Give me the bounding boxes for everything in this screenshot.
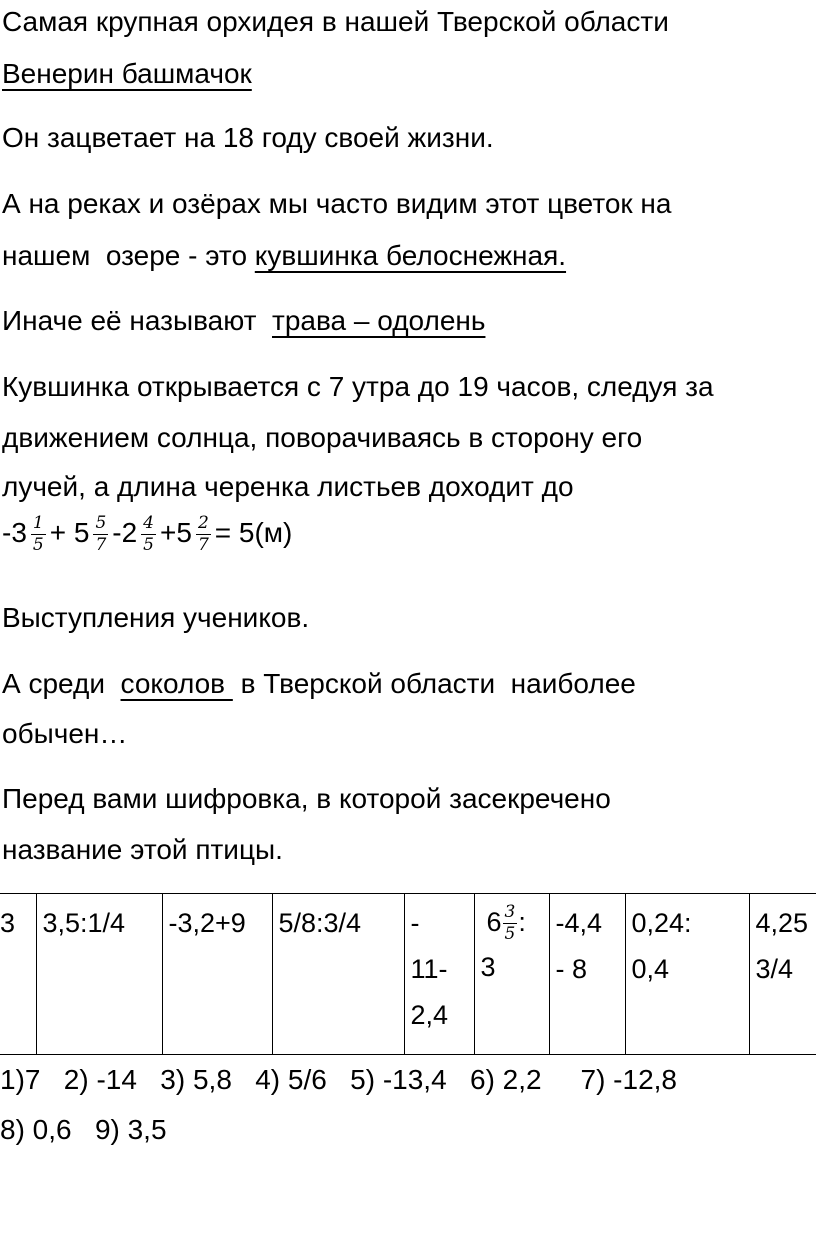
- line-venerin: Венерин башмачок: [2, 58, 252, 89]
- cipher-cell-3: [162, 894, 272, 1055]
- falcons-word: соколов: [120, 668, 233, 699]
- cipher-cell-7-line-2: - 8: [555, 954, 588, 984]
- cipher-cell-6-line-2: 3: [480, 952, 496, 982]
- eq-term-2: + 5: [49, 516, 90, 548]
- line-falcons-text-2: в Тверской области наиболее: [232, 668, 636, 699]
- eq-fraction-4-den: 7: [197, 535, 209, 555]
- cipher-cell-6-den: 5: [504, 924, 516, 945]
- cipher-cell-8: [625, 894, 749, 1055]
- answers-line-2: 8) 0,6 9) 3,5: [0, 1114, 167, 1145]
- eq-fraction-1: [31, 515, 46, 554]
- cipher-cell-4: [272, 894, 404, 1055]
- answers-line-1: 1)7 2) -14 3) 5,8 4) 5/6 5) -13,4 6) 2,2 7) -12,8: [0, 1064, 677, 1095]
- line-falcons: [2, 670, 636, 698]
- line-falcons-text-1: А среди: [2, 668, 121, 699]
- cipher-cell-6-whole: 6: [486, 907, 502, 937]
- line-rivers: А на реках и озёрах мы часто видим этот цветок на: [2, 188, 672, 219]
- equation: [2, 515, 292, 554]
- eq-fraction-4-num: 2: [197, 513, 209, 533]
- cipher-row: [0, 894, 816, 1055]
- eq-fraction-2-num: 5: [95, 513, 107, 533]
- line-other-name-text: Иначе её называют: [2, 305, 272, 336]
- eq-fraction-2: [93, 515, 108, 554]
- eq-fraction-2-den: 7: [95, 535, 107, 555]
- line-sun: движением солнца, поворачиваясь в сторону его: [2, 422, 643, 453]
- line-stem: лучей, а длина черенка листьев доходит до: [2, 471, 574, 502]
- eq-term-3: -2: [112, 516, 138, 548]
- line-cipher: Перед вами шифровка, в которой засекречено: [2, 783, 611, 814]
- eq-term-4: +5: [160, 516, 192, 548]
- water-lily-name: кувшинка белоснежная.: [254, 240, 567, 271]
- odolen-name: трава – одолень: [272, 305, 486, 336]
- eq-term-1: -3: [2, 516, 27, 548]
- line-lake: [2, 242, 566, 270]
- line-other-name: [2, 307, 485, 335]
- line-lake-text: нашем озере - это: [2, 240, 255, 271]
- cipher-cell-8-line-1: 0,24:: [631, 908, 692, 938]
- line-opens: Кувшинка открывается с 7 утра до 19 часов, следуя за: [2, 371, 714, 402]
- cipher-cell-7: [549, 894, 625, 1055]
- cipher-cell-6-fraction: [503, 904, 518, 943]
- eq-fraction-3-num: 4: [143, 513, 154, 533]
- cipher-cell-4-text: 5/8:3/4: [278, 908, 362, 938]
- eq-fraction-1-num: 1: [32, 513, 44, 533]
- cipher-cell-6-num: 3: [504, 902, 516, 923]
- cipher-cell-5-line-1: -: [410, 908, 420, 938]
- cipher-cell-9-line-2: 3/4: [755, 954, 794, 984]
- line-blooms: Он зацветает на 18 году своей жизни.: [2, 122, 494, 153]
- line-common: обычен…: [2, 718, 128, 749]
- cipher-cell-7-line-1: -4,4: [555, 908, 603, 938]
- eq-fraction-3-den: 5: [143, 535, 154, 555]
- cipher-cell-1: [0, 894, 36, 1055]
- eq-fraction-4: [196, 515, 211, 554]
- cipher-cell-6: [474, 894, 549, 1055]
- cipher-table: [0, 893, 816, 1055]
- cipher-cell-8-line-2: 0,4: [631, 954, 670, 984]
- cipher-cell-2-text: 3,5:1/4: [42, 908, 126, 938]
- cipher-cell-5: [404, 894, 474, 1055]
- eq-fraction-3: [141, 515, 156, 554]
- cipher-cell-5-line-2: 11-: [410, 954, 448, 984]
- cipher-cell-6-colon: :: [518, 907, 526, 937]
- line-presentations: Выступления учеников.: [2, 602, 310, 633]
- cipher-cell-1-text: 3: [0, 908, 16, 938]
- cipher-cell-6-line-1: [481, 900, 543, 944]
- line-orchid: Самая крупная орхидея в нашей Тверской области: [2, 6, 669, 37]
- line-bird-name: название этой птицы.: [2, 834, 283, 865]
- cipher-cell-9-line-1: 4,25: [755, 908, 809, 938]
- cipher-cell-5-line-3: 2,4: [410, 1000, 449, 1030]
- eq-fraction-1-den: 5: [32, 535, 44, 555]
- cipher-cell-3-text: -3,2+9: [168, 908, 246, 938]
- cipher-cell-2: [36, 894, 162, 1055]
- cipher-cell-9: [749, 894, 816, 1055]
- eq-result: = 5(м): [214, 516, 293, 548]
